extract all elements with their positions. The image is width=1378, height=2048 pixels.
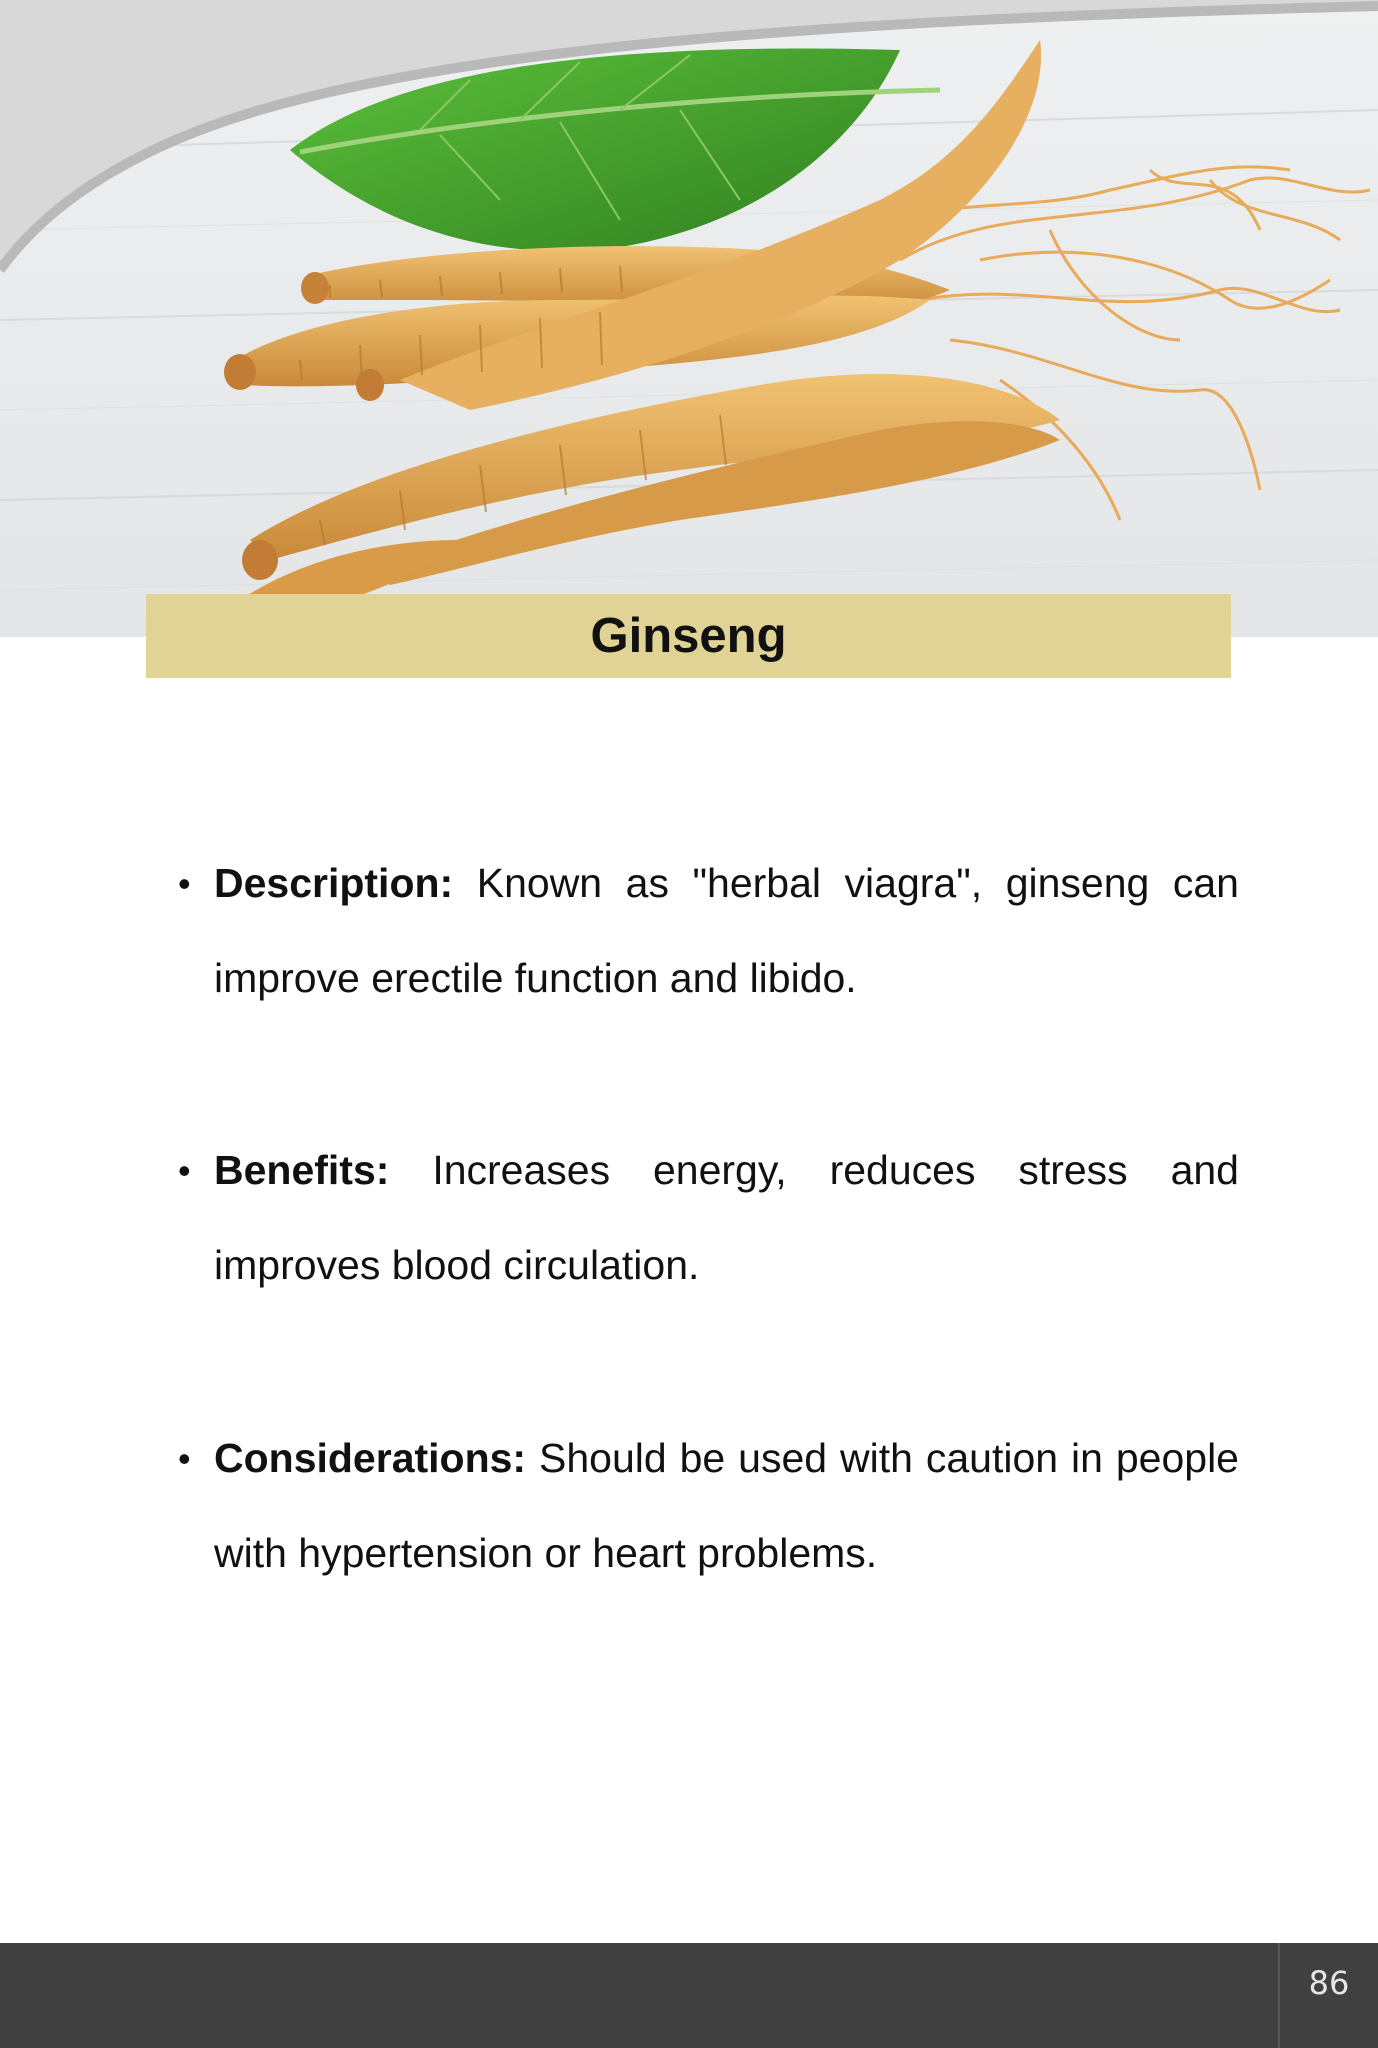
- list-item-benefits: [178, 1123, 1239, 1313]
- item-label: Description:: [214, 860, 454, 906]
- list-item-description: [178, 836, 1239, 1026]
- page-title: Ginseng: [590, 609, 787, 663]
- item-label: Benefits:: [214, 1147, 390, 1193]
- hero-image: [0, 0, 1378, 637]
- page-number: 86: [1308, 1964, 1350, 2002]
- bullet-dot: •: [178, 863, 191, 904]
- footer-bar: [0, 1943, 1378, 2048]
- bullet-dot: •: [178, 1438, 191, 1479]
- item-text: Should be used with caution in people with hypertension or heart problems.: [214, 1435, 1239, 1576]
- list-item-considerations: [178, 1411, 1239, 1601]
- item-label: Considerations:: [214, 1435, 527, 1481]
- item-text: Increases energy, reduces stress and improves blood circulation.: [214, 1147, 1239, 1288]
- bullet-dot: •: [178, 1150, 191, 1191]
- ginseng-illustration: [0, 0, 1378, 637]
- title-band: [146, 594, 1231, 678]
- item-text: Known as "herbal viagra", ginseng can improve erectile function and libido.: [214, 860, 1239, 1001]
